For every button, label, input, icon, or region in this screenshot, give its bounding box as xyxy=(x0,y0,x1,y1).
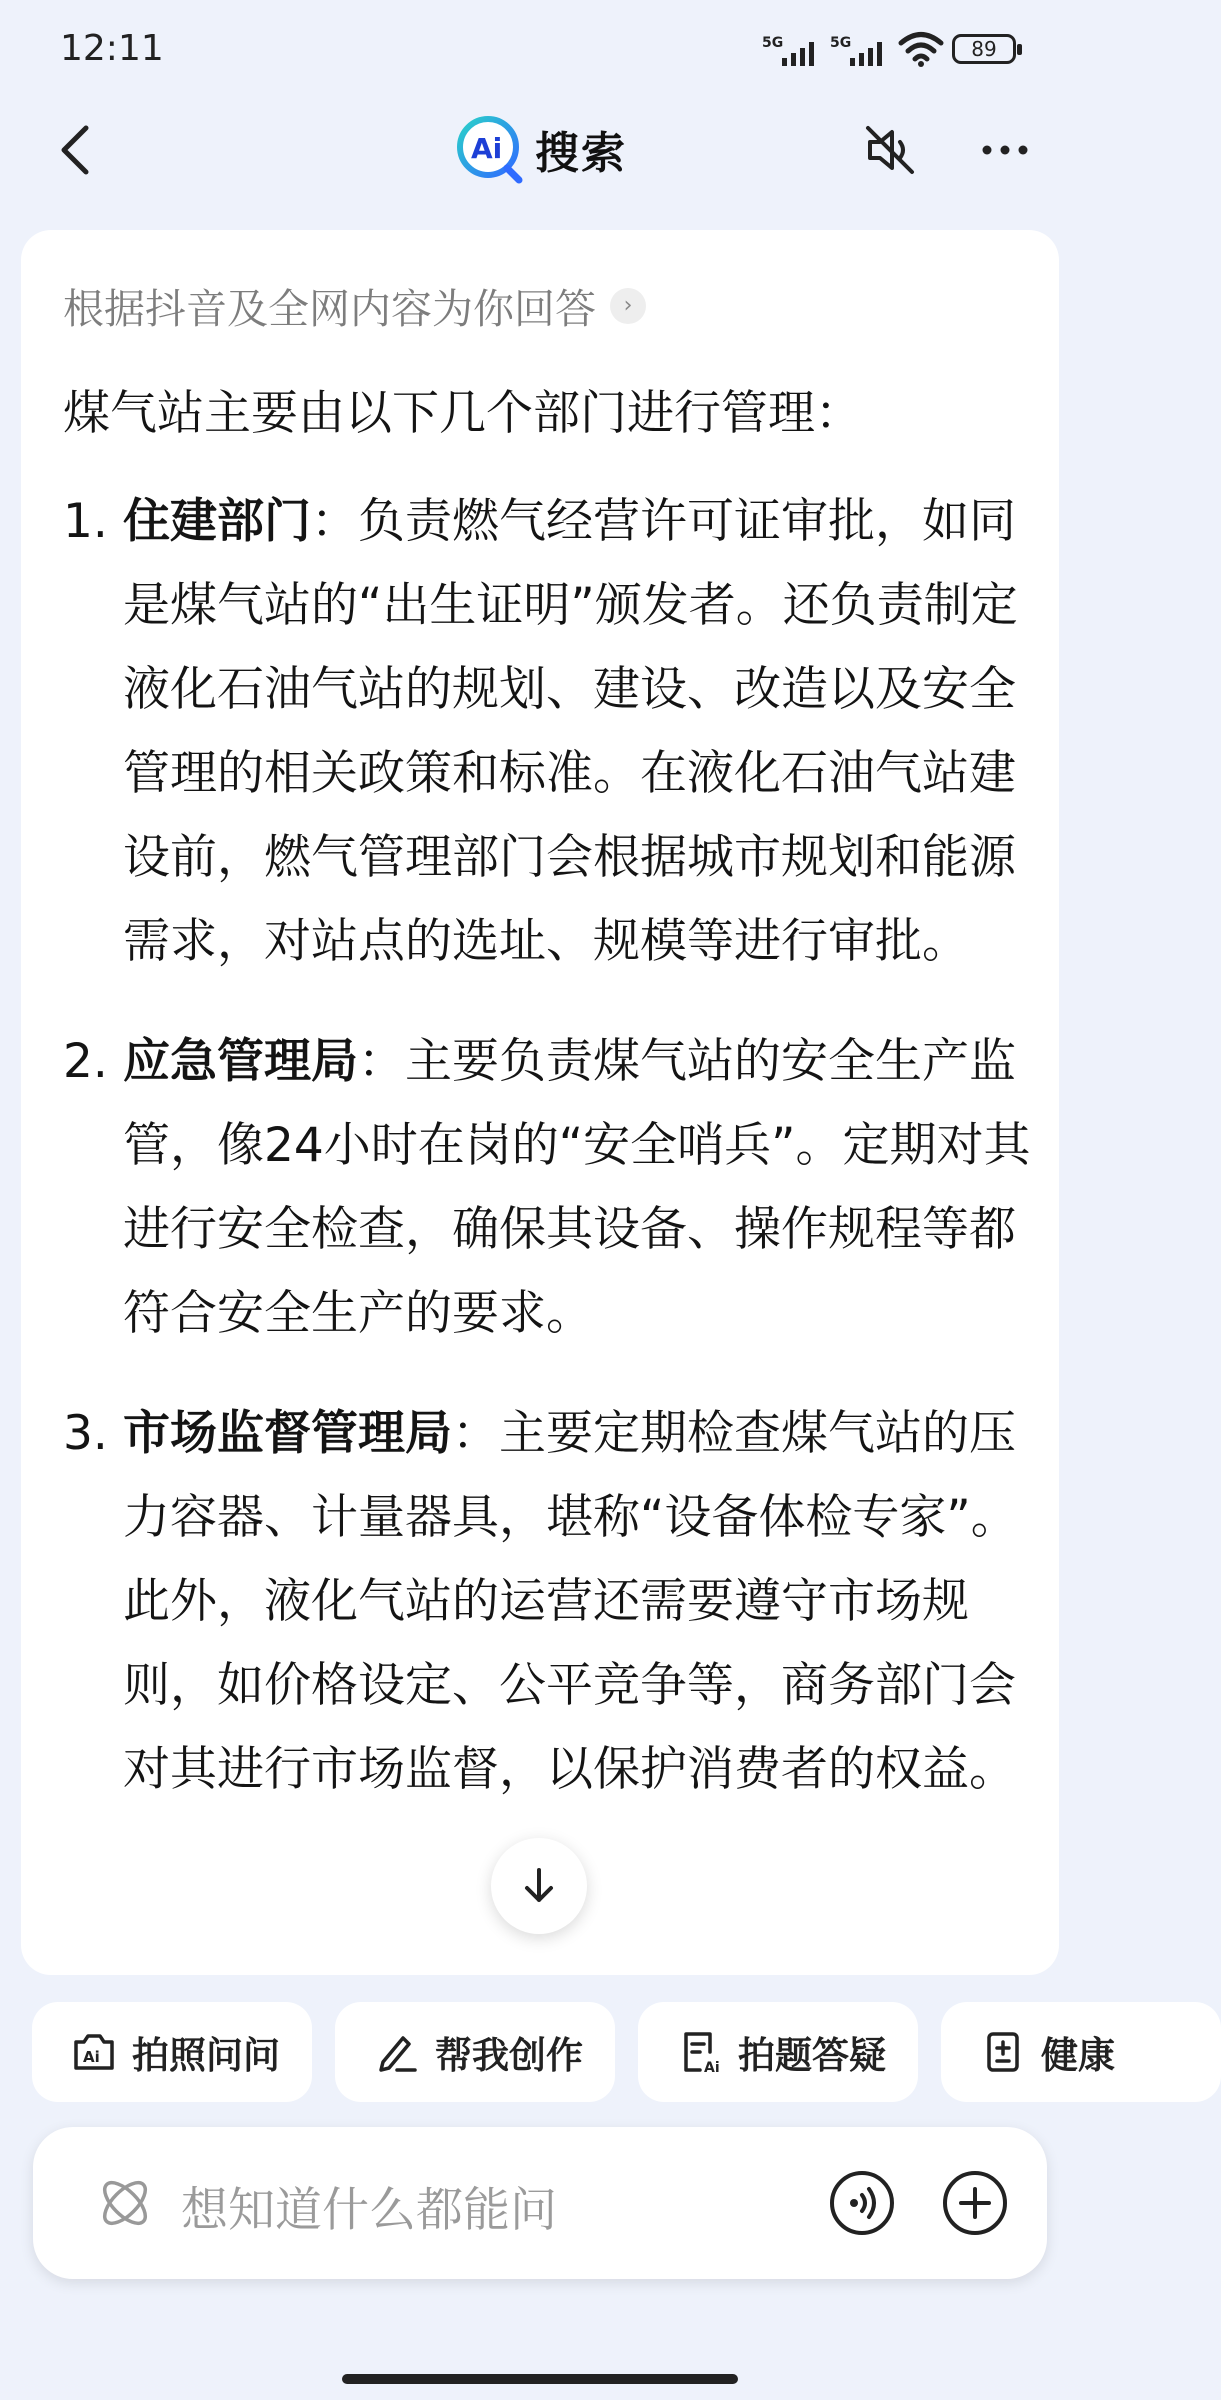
chip-label: 健康 xyxy=(1041,2034,1115,2077)
list-item-text: ：主要定期检查煤气站的压力容器、计量器具，堪称“设备体检专家”。此外，液化气站的运营还需要遵守市场规则，如价格设定、公平竞争等，商务部门会对其进行市场监督，以保护消费者的权益。 xyxy=(123,1406,1018,1797)
chat-input-bar xyxy=(33,2127,1047,2279)
brand-title: 搜索 xyxy=(535,128,627,179)
list-item-text: ：主要负责煤气站的安全生产监管，像24小时在岗的“安全哨兵”。定期对其进行安全检查，确保其设备、操作规程等都符合安全生产的要求。 xyxy=(123,1034,1031,1341)
svg-text:Ai: Ai xyxy=(704,2060,720,2076)
mute-speaker-icon[interactable] xyxy=(860,120,920,180)
list-item-text: ：负责燃气经营许可证审批，如同是煤气站的“出生证明”颁发者。还负责制定液化石油气站的规划、建设、改造以及安全管理的相关政策和标准。在液化石油气站建设前，燃气管理部门会根据城市规划和能源需求，对站点的选址、规模等进行审批。 xyxy=(123,494,1018,969)
list-item xyxy=(63,480,1033,984)
health-icon xyxy=(979,2028,1027,2076)
voice-input-icon[interactable] xyxy=(828,2169,896,2237)
list-item-title: 住建部门 xyxy=(123,494,311,549)
wifi-icon xyxy=(898,30,944,68)
status-bar xyxy=(0,0,1080,100)
quick-action-chips xyxy=(0,2002,1115,2102)
pen-icon xyxy=(373,2028,421,2076)
answer-intro: 煤气站主要由以下几个部门进行管理： xyxy=(63,386,862,441)
ai-search-logo-icon xyxy=(455,114,525,184)
answer-card xyxy=(21,230,1059,1975)
svg-text:5G: 5G xyxy=(762,35,784,51)
chip-label: 帮我创作 xyxy=(435,2034,583,2077)
chat-input-placeholder[interactable]: 想知道什么都能问 xyxy=(181,2183,557,2238)
answer-list xyxy=(63,480,1033,1848)
status-time: 12:11 xyxy=(60,28,164,69)
list-item xyxy=(63,1392,1033,1812)
chip-scan-question[interactable] xyxy=(638,2002,918,2102)
chevron-right-icon: › xyxy=(610,288,646,324)
chip-photo-ask[interactable] xyxy=(32,2002,312,2102)
list-item-title: 市场监督管理局 xyxy=(123,1406,452,1461)
battery-indicator: 89 xyxy=(952,34,1016,64)
more-options-icon[interactable] xyxy=(975,120,1035,180)
back-arrow-icon[interactable] xyxy=(50,122,106,178)
chip-help-create[interactable] xyxy=(335,2002,615,2102)
source-text: 根据抖音及全网内容为你回答 xyxy=(63,285,596,333)
arrow-down-icon xyxy=(517,1864,561,1908)
chip-label: 拍照问问 xyxy=(132,2034,280,2077)
camera-ai-icon xyxy=(70,2028,118,2076)
list-item-body xyxy=(123,1392,1033,1812)
document-scan-icon xyxy=(676,2028,724,2076)
source-link[interactable] xyxy=(63,276,646,335)
list-item-title: 应急管理局 xyxy=(123,1034,358,1089)
ai-spark-icon[interactable] xyxy=(93,2171,157,2235)
list-item xyxy=(63,1020,1033,1356)
signal-5g-icon xyxy=(830,34,896,68)
chip-health[interactable] xyxy=(941,2002,1221,2102)
list-item-body xyxy=(123,480,1033,984)
svg-text:5G: 5G xyxy=(830,35,852,51)
svg-text:Ai: Ai xyxy=(83,2048,100,2066)
home-indicator[interactable] xyxy=(342,2374,738,2384)
add-plus-icon[interactable] xyxy=(941,2169,1009,2237)
signal-5g-icon xyxy=(762,34,828,68)
scroll-to-bottom-button[interactable] xyxy=(491,1838,587,1934)
list-item-number: 1. xyxy=(63,494,108,549)
top-nav xyxy=(0,100,1080,200)
list-item-body xyxy=(123,1020,1033,1356)
chip-label: 拍题答疑 xyxy=(738,2034,886,2077)
brand-header xyxy=(455,114,627,184)
list-item-number: 3. xyxy=(63,1406,108,1461)
svg-text:Ai: Ai xyxy=(471,132,503,165)
list-item-number: 2. xyxy=(63,1034,108,1089)
